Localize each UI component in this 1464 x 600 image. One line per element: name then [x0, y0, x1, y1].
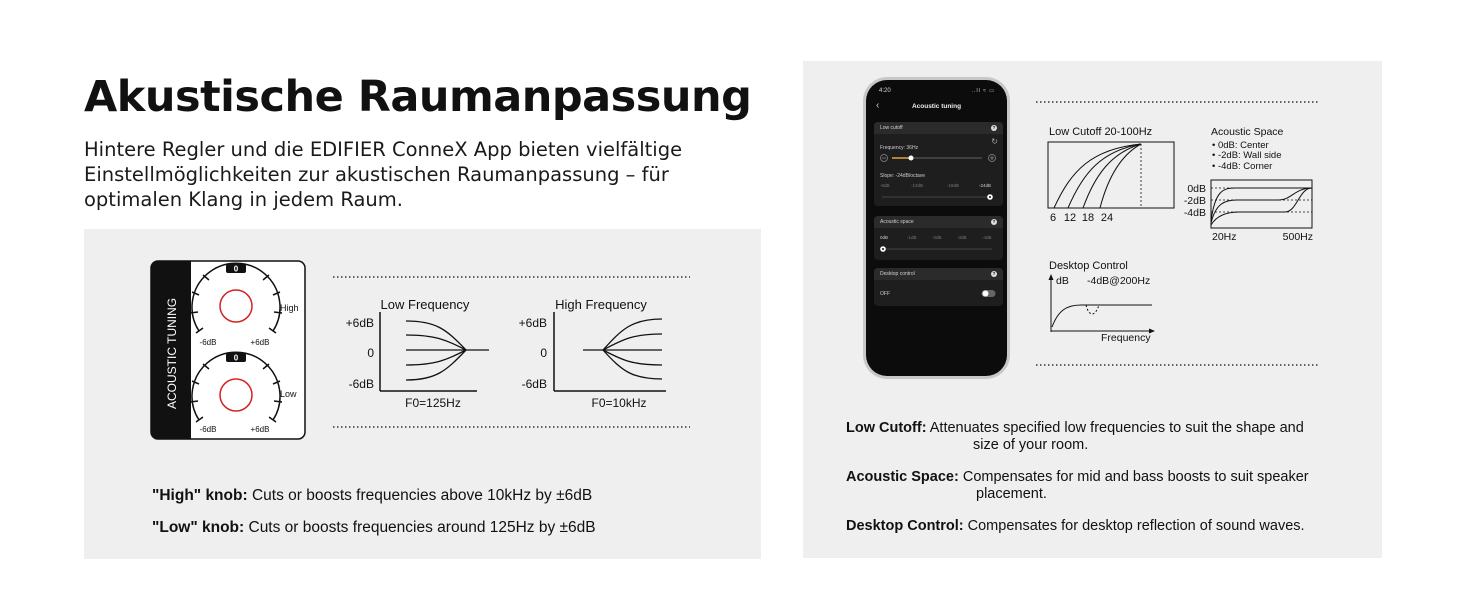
svg-text:dB: dB [1056, 275, 1069, 287]
slope-value: Slope: -24dB/octave [880, 173, 926, 179]
low-frequency-title: Low Frequency [380, 297, 470, 312]
low-knob-caption: "Low" knob: Cuts or boosts frequencies around 125Hz by ±6dB [152, 519, 596, 536]
svg-text:+6dB: +6dB [250, 425, 270, 434]
svg-text:• 0dB: Center: • 0dB: Center [1212, 140, 1269, 151]
low-knob-center-label: 0 [233, 353, 239, 363]
desktop-control-title: Desktop Control [1049, 260, 1128, 272]
svg-text:-2dB: -2dB [1183, 195, 1206, 207]
acoustic-space-card: Acoustic space ? 0dB -1dB -2dB -3dB -4dB [874, 216, 1003, 260]
help-icon[interactable]: ? [992, 271, 996, 276]
svg-text:• -2dB: Wall side: • -2dB: Wall side [1212, 150, 1282, 161]
reset-icon[interactable]: ↻ [991, 137, 998, 146]
svg-text:-6dB: -6dB [348, 377, 374, 391]
low-cutoff-caption: Low Cutoff: Attenuates specified low frequencies to suit the shape and size of your room. [846, 420, 1304, 453]
svg-text:-6dB: -6dB [521, 377, 547, 391]
svg-text:-4dB: -4dB [1183, 207, 1206, 219]
acoustic-space-caption: Acoustic Space: Compensates for mid and bass boosts to suit speaker placement. [846, 469, 1309, 502]
acoustic-space-label: Acoustic space [880, 219, 914, 225]
low-cutoff-title: Low Cutoff 20-100Hz [1049, 126, 1153, 138]
svg-text:+6dB: +6dB [345, 316, 374, 330]
status-time: 4:20 [879, 88, 891, 94]
svg-text:-6dB: -6dB [199, 425, 217, 434]
low-knob-dial[interactable] [220, 379, 252, 411]
high-knob-dial[interactable] [220, 290, 252, 322]
low-frequency-xlabel: F0=125Hz [405, 396, 461, 410]
svg-text:0dB: 0dB [1187, 183, 1206, 195]
status-icons: ..ll ≈ ▭ [971, 88, 995, 94]
svg-text:20Hz: 20Hz [1212, 231, 1237, 243]
help-icon[interactable]: ? [992, 125, 996, 130]
svg-text:0: 0 [367, 346, 374, 360]
desktop-control-xlabel: Frequency [1101, 332, 1151, 344]
frequency-value: Frequency: 36Hz [880, 145, 919, 151]
svg-text:• -4dB: Corner: • -4dB: Corner [1212, 161, 1273, 172]
desktop-control-caption: Desktop Control: Compensates for desktop reflection of sound waves. [846, 518, 1305, 534]
screen-title: Acoustic tuning [911, 103, 962, 110]
back-arrow-icon[interactable]: ‹ [876, 100, 880, 111]
svg-text:500Hz: 500Hz [1282, 231, 1313, 243]
svg-text:12: 12 [1063, 212, 1077, 224]
high-frequency-xlabel: F0=10kHz [591, 396, 647, 410]
svg-text:-6dB: -6dB [199, 338, 217, 347]
acoustic-space-title: Acoustic Space [1211, 126, 1284, 138]
knob-illustration [84, 229, 761, 559]
page-subtitle: Hintere Regler und die EDIFIER ConneX App bieten vielfältige Einstellmöglichkeiten zur akustischen Raumanpassung – für optimalen Klang in jedem Raum. [84, 138, 683, 211]
desktop-control-state: OFF [880, 291, 890, 297]
high-frequency-chart [519, 297, 666, 410]
svg-text:24: 24 [1100, 212, 1114, 224]
svg-text:0: 0 [540, 346, 547, 360]
low-cutoff-diagram [1048, 126, 1174, 224]
svg-text:6: 6 [1049, 212, 1057, 224]
acoustic-space-diagram [1184, 126, 1313, 243]
low-knob-name: Low [280, 389, 297, 399]
low-frequency-chart [346, 297, 489, 410]
high-knob-name: High [280, 303, 299, 313]
svg-text:-4dB@200Hz: -4dB@200Hz [1087, 275, 1151, 287]
low-cutoff-card: Low cutoff ? Frequency: 36Hz ↻ Slope: -24dB/octave -6dB -12dB -18dB -24dB [874, 122, 1003, 206]
high-knob-caption: "High" knob: Cuts or boosts frequencies above 10kHz by ±6dB [152, 487, 593, 504]
desktop-control-label: Desktop control [880, 271, 915, 277]
svg-text:18: 18 [1081, 212, 1095, 224]
high-frequency-title: High Frequency [555, 297, 647, 312]
help-icon[interactable]: ? [992, 219, 996, 224]
tuning-diagrams [803, 61, 1382, 381]
low-cutoff-label: Low cutoff [880, 125, 903, 131]
page-title: Akustische Raumanpassung [84, 72, 752, 122]
svg-text:+6dB: +6dB [250, 338, 270, 347]
acoustic-tuning-label: ACOUSTIC TUNING [165, 297, 179, 409]
high-knob-center-label: 0 [233, 264, 239, 274]
desktop-control-diagram [1049, 260, 1156, 344]
svg-text:+6dB: +6dB [518, 316, 547, 330]
